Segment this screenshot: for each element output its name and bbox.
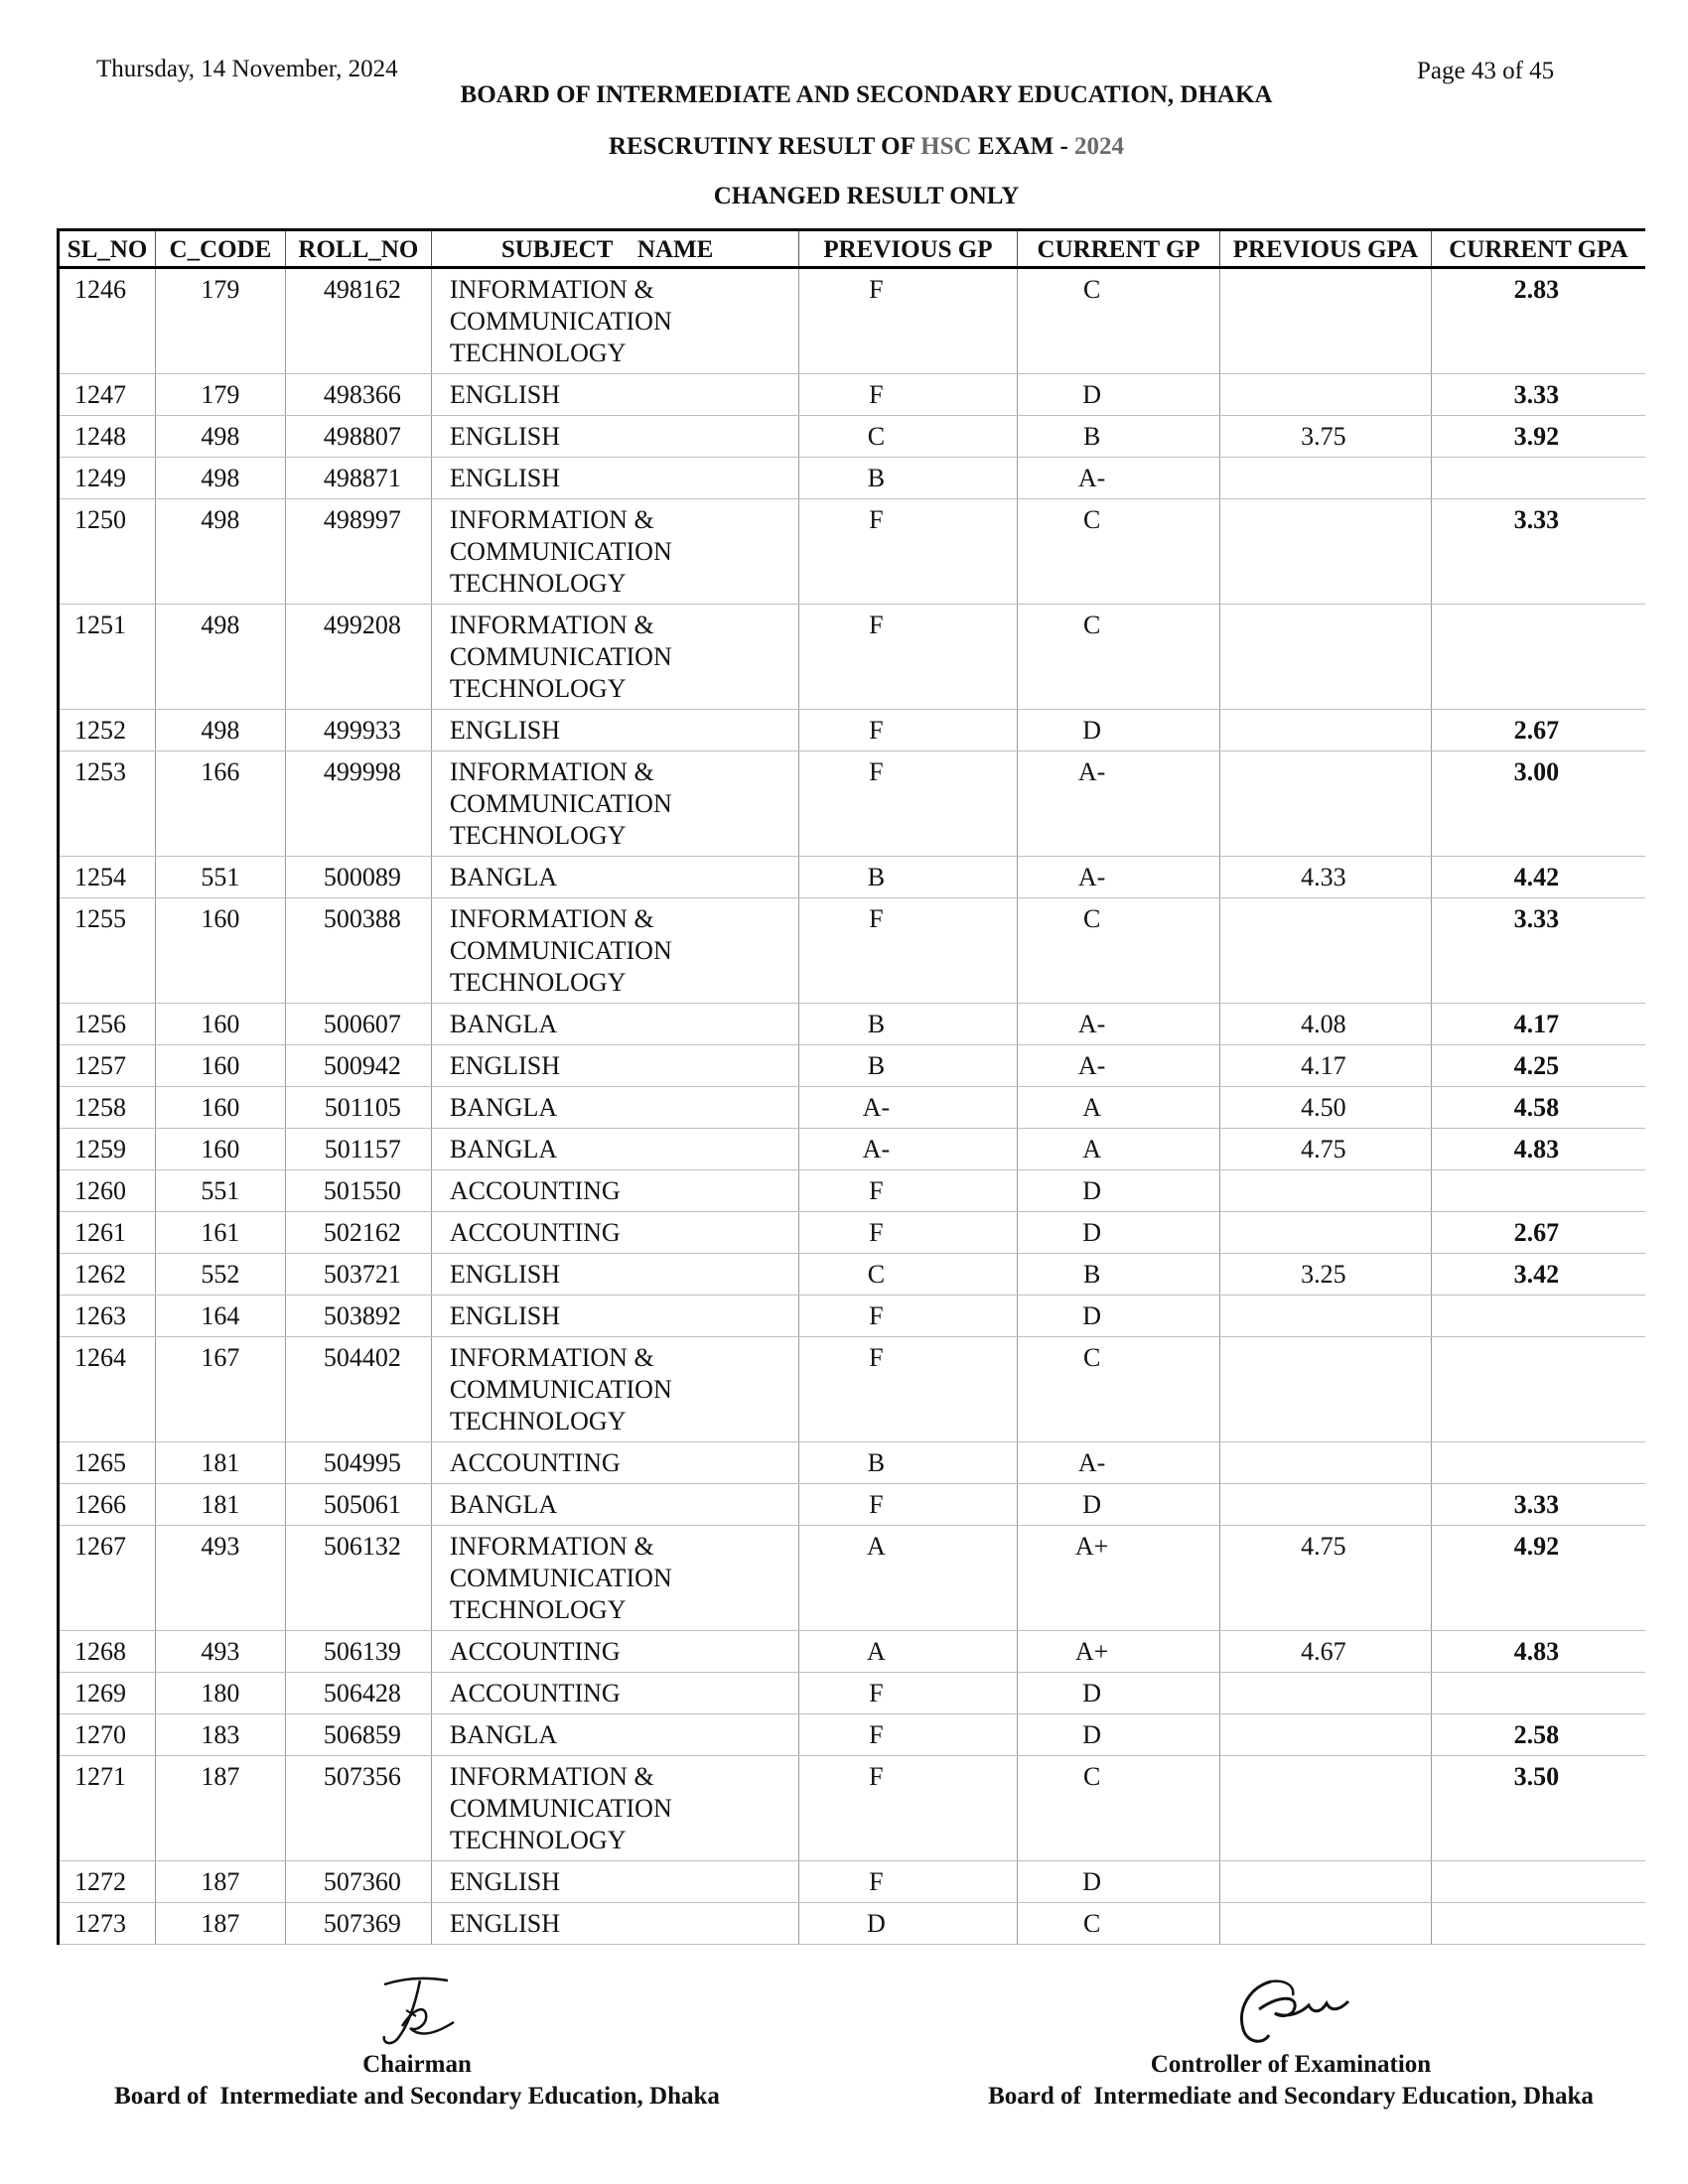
cell-c-code: 183	[155, 1714, 285, 1756]
cell-subject-name: BANGLA	[431, 1004, 798, 1045]
cell-c-code: 160	[155, 898, 285, 1004]
cell-current-gpa: 3.33	[1431, 898, 1645, 1004]
cell-previous-gp: F	[798, 374, 1018, 416]
table-row	[59, 1212, 1646, 1254]
cell-subject-name: ACCOUNTING	[431, 1442, 798, 1484]
cell-current-gp: B	[1018, 416, 1220, 458]
cell-c-code: 160	[155, 1004, 285, 1045]
cell-current-gpa: 2.58	[1431, 1714, 1645, 1756]
cell-current-gpa	[1431, 1673, 1645, 1714]
controller-org: Board of Intermediate and Secondary Education, Dhaka	[988, 2083, 1594, 2110]
table-row	[59, 458, 1646, 499]
cell-roll-no: 500607	[285, 1004, 431, 1045]
cell-sl-no: 1259	[59, 1129, 156, 1170]
cell-previous-gp: D	[798, 1903, 1018, 1945]
cell-roll-no: 501550	[285, 1170, 431, 1212]
cell-c-code: 167	[155, 1337, 285, 1442]
cell-previous-gpa: 4.08	[1220, 1004, 1432, 1045]
cell-roll-no: 501157	[285, 1129, 431, 1170]
cell-previous-gpa: 4.33	[1220, 857, 1432, 898]
cell-roll-no: 507360	[285, 1861, 431, 1903]
cell-previous-gp: A	[798, 1526, 1018, 1631]
cell-previous-gpa: 3.75	[1220, 416, 1432, 458]
cell-previous-gp: F	[798, 710, 1018, 751]
cell-previous-gp: B	[798, 1004, 1018, 1045]
cell-subject-name: ENGLISH	[431, 1296, 798, 1337]
chairman-org: Board of Intermediate and Secondary Education, Dhaka	[114, 2083, 720, 2110]
cell-subject-name: ACCOUNTING	[431, 1212, 798, 1254]
cell-previous-gp: F	[798, 605, 1018, 710]
cell-previous-gpa	[1220, 751, 1432, 857]
col-roll-no: ROLL_NO	[285, 230, 431, 268]
cell-previous-gp: F	[798, 1714, 1018, 1756]
cell-sl-no: 1266	[59, 1484, 156, 1526]
cell-current-gp: A-	[1018, 1004, 1220, 1045]
cell-subject-name: ENGLISH	[431, 1254, 798, 1296]
cell-current-gpa: 4.17	[1431, 1004, 1645, 1045]
cell-subject-name: ENGLISH	[431, 1861, 798, 1903]
cell-current-gp: D	[1018, 1861, 1220, 1903]
table-row	[59, 499, 1646, 605]
cell-c-code: 164	[155, 1296, 285, 1337]
table-row	[59, 898, 1646, 1004]
cell-previous-gp: C	[798, 1254, 1018, 1296]
cell-current-gpa: 3.33	[1431, 374, 1645, 416]
table-row	[59, 1129, 1646, 1170]
cell-previous-gp: F	[798, 1484, 1018, 1526]
table-row	[59, 416, 1646, 458]
cell-c-code: 166	[155, 751, 285, 857]
cell-current-gp: C	[1018, 1903, 1220, 1945]
cell-previous-gp: A-	[798, 1087, 1018, 1129]
cell-previous-gpa	[1220, 458, 1432, 499]
table-header-row	[59, 230, 1646, 268]
cell-previous-gp: B	[798, 1442, 1018, 1484]
cell-c-code: 551	[155, 857, 285, 898]
cell-roll-no: 504995	[285, 1442, 431, 1484]
cell-previous-gpa	[1220, 1442, 1432, 1484]
table-row	[59, 1903, 1646, 1945]
cell-sl-no: 1268	[59, 1631, 156, 1673]
cell-current-gp: C	[1018, 605, 1220, 710]
cell-current-gpa: 3.33	[1431, 499, 1645, 605]
cell-current-gpa: 4.25	[1431, 1045, 1645, 1087]
cell-roll-no: 498997	[285, 499, 431, 605]
table-row	[59, 374, 1646, 416]
cell-roll-no: 499998	[285, 751, 431, 857]
cell-previous-gpa: 4.75	[1220, 1129, 1432, 1170]
cell-current-gp: D	[1018, 1484, 1220, 1526]
cell-sl-no: 1272	[59, 1861, 156, 1903]
cell-previous-gp: F	[798, 1673, 1018, 1714]
cell-previous-gp: F	[798, 1170, 1018, 1212]
subtitle-year: 2024	[1074, 133, 1125, 160]
cell-current-gp: D	[1018, 1296, 1220, 1337]
cell-subject-name: ENGLISH	[431, 458, 798, 499]
cell-sl-no: 1264	[59, 1337, 156, 1442]
table-row	[59, 1442, 1646, 1484]
cell-c-code: 187	[155, 1756, 285, 1861]
cell-previous-gp: F	[798, 1212, 1018, 1254]
cell-previous-gpa	[1220, 1756, 1432, 1861]
cell-current-gp: A-	[1018, 751, 1220, 857]
cell-sl-no: 1247	[59, 374, 156, 416]
cell-previous-gpa	[1220, 1861, 1432, 1903]
cell-current-gpa: 4.83	[1431, 1129, 1645, 1170]
cell-roll-no: 506859	[285, 1714, 431, 1756]
cell-sl-no: 1258	[59, 1087, 156, 1129]
cell-roll-no: 499208	[285, 605, 431, 710]
table-row	[59, 1296, 1646, 1337]
cell-current-gp: A-	[1018, 1442, 1220, 1484]
board-title: BOARD OF INTERMEDIATE AND SECONDARY EDUCATION, DHAKA	[460, 81, 1273, 108]
cell-c-code: 180	[155, 1673, 285, 1714]
cell-current-gp: B	[1018, 1254, 1220, 1296]
cell-c-code: 498	[155, 458, 285, 499]
cell-previous-gpa	[1220, 1673, 1432, 1714]
cell-c-code: 493	[155, 1526, 285, 1631]
cell-current-gp: A-	[1018, 1045, 1220, 1087]
cell-subject-name: ACCOUNTING	[431, 1631, 798, 1673]
cell-previous-gp: F	[798, 1861, 1018, 1903]
cell-roll-no: 501105	[285, 1087, 431, 1129]
cell-subject-name: INFORMATION & COMMUNICATION TECHNOLOGY	[431, 605, 798, 710]
cell-current-gp: D	[1018, 710, 1220, 751]
cell-subject-name: ENGLISH	[431, 1903, 798, 1945]
cell-current-gpa	[1431, 605, 1645, 710]
cell-sl-no: 1250	[59, 499, 156, 605]
cell-previous-gp: C	[798, 416, 1018, 458]
cell-subject-name: BANGLA	[431, 1087, 798, 1129]
cell-roll-no: 500942	[285, 1045, 431, 1087]
cell-c-code: 181	[155, 1442, 285, 1484]
cell-c-code: 493	[155, 1631, 285, 1673]
table-row	[59, 1087, 1646, 1129]
cell-previous-gpa: 3.25	[1220, 1254, 1432, 1296]
cell-c-code: 161	[155, 1212, 285, 1254]
table-row	[59, 1631, 1646, 1673]
cell-subject-name: ENGLISH	[431, 1045, 798, 1087]
cell-current-gp: A+	[1018, 1631, 1220, 1673]
cell-current-gpa: 2.67	[1431, 1212, 1645, 1254]
cell-previous-gpa	[1220, 1337, 1432, 1442]
table-row	[59, 1714, 1646, 1756]
cell-previous-gp: A	[798, 1631, 1018, 1673]
col-current-gp: CURRENT GP	[1018, 230, 1220, 268]
cell-roll-no: 507356	[285, 1756, 431, 1861]
cell-sl-no: 1246	[59, 268, 156, 374]
table-row	[59, 1254, 1646, 1296]
cell-current-gpa	[1431, 1170, 1645, 1212]
cell-sl-no: 1273	[59, 1903, 156, 1945]
cell-c-code: 187	[155, 1861, 285, 1903]
cell-c-code: 498	[155, 499, 285, 605]
cell-current-gp: C	[1018, 268, 1220, 374]
page-number: Page 43 of 45	[1417, 58, 1555, 84]
cell-current-gp: A-	[1018, 857, 1220, 898]
cell-current-gp: D	[1018, 1212, 1220, 1254]
cell-sl-no: 1249	[59, 458, 156, 499]
cell-c-code: 187	[155, 1903, 285, 1945]
cell-subject-name: INFORMATION & COMMUNICATION TECHNOLOGY	[431, 268, 798, 374]
cell-previous-gp: B	[798, 458, 1018, 499]
cell-sl-no: 1255	[59, 898, 156, 1004]
cell-roll-no: 498807	[285, 416, 431, 458]
table-row	[59, 1337, 1646, 1442]
cell-sl-no: 1254	[59, 857, 156, 898]
cell-previous-gpa	[1220, 1296, 1432, 1337]
cell-c-code: 552	[155, 1254, 285, 1296]
cell-sl-no: 1262	[59, 1254, 156, 1296]
cell-c-code: 179	[155, 374, 285, 416]
cell-current-gpa	[1431, 1861, 1645, 1903]
cell-current-gpa	[1431, 1903, 1645, 1945]
cell-current-gp: D	[1018, 1673, 1220, 1714]
cell-current-gp: D	[1018, 1714, 1220, 1756]
col-previous-gp: PREVIOUS GP	[798, 230, 1018, 268]
cell-current-gp: D	[1018, 374, 1220, 416]
cell-previous-gpa	[1220, 710, 1432, 751]
cell-roll-no: 506428	[285, 1673, 431, 1714]
cell-sl-no: 1257	[59, 1045, 156, 1087]
cell-previous-gp: F	[798, 898, 1018, 1004]
cell-current-gp: C	[1018, 1337, 1220, 1442]
cell-current-gpa: 3.00	[1431, 751, 1645, 857]
cell-previous-gpa	[1220, 1484, 1432, 1526]
cell-roll-no: 498162	[285, 268, 431, 374]
cell-previous-gp: B	[798, 857, 1018, 898]
cell-current-gpa: 4.42	[1431, 857, 1645, 898]
cell-current-gpa: 3.50	[1431, 1756, 1645, 1861]
cell-c-code: 179	[155, 268, 285, 374]
cell-roll-no: 506132	[285, 1526, 431, 1631]
cell-roll-no: 506139	[285, 1631, 431, 1673]
table-row	[59, 857, 1646, 898]
cell-subject-name: ACCOUNTING	[431, 1170, 798, 1212]
cell-subject-name: BANGLA	[431, 1714, 798, 1756]
cell-current-gpa: 4.83	[1431, 1631, 1645, 1673]
cell-sl-no: 1252	[59, 710, 156, 751]
cell-previous-gpa	[1220, 1903, 1432, 1945]
cell-previous-gp: F	[798, 1296, 1018, 1337]
cell-subject-name: INFORMATION & COMMUNICATION TECHNOLOGY	[431, 751, 798, 857]
subtitle-exam: HSC	[920, 133, 972, 160]
table-row	[59, 751, 1646, 857]
cell-subject-name: ENGLISH	[431, 710, 798, 751]
table-row	[59, 1861, 1646, 1903]
cell-c-code: 551	[155, 1170, 285, 1212]
cell-subject-name: INFORMATION & COMMUNICATION TECHNOLOGY	[431, 898, 798, 1004]
cell-sl-no: 1261	[59, 1212, 156, 1254]
cell-sl-no: 1260	[59, 1170, 156, 1212]
cell-current-gpa: 3.42	[1431, 1254, 1645, 1296]
cell-sl-no: 1256	[59, 1004, 156, 1045]
cell-c-code: 160	[155, 1129, 285, 1170]
col-sl-no: SL_NO	[59, 230, 156, 268]
cell-sl-no: 1267	[59, 1526, 156, 1631]
cell-c-code: 498	[155, 416, 285, 458]
cell-subject-name: INFORMATION & COMMUNICATION TECHNOLOGY	[431, 499, 798, 605]
cell-sl-no: 1271	[59, 1756, 156, 1861]
cell-roll-no: 503721	[285, 1254, 431, 1296]
cell-previous-gpa	[1220, 499, 1432, 605]
cell-previous-gpa	[1220, 374, 1432, 416]
table-row	[59, 1170, 1646, 1212]
cell-subject-name: INFORMATION & COMMUNICATION TECHNOLOGY	[431, 1756, 798, 1861]
cell-current-gpa: 3.92	[1431, 416, 1645, 458]
table-row	[59, 1484, 1646, 1526]
result-subtitle	[0, 133, 1688, 161]
cell-subject-name: INFORMATION & COMMUNICATION TECHNOLOGY	[431, 1526, 798, 1631]
cell-current-gpa: 2.67	[1431, 710, 1645, 751]
cell-previous-gp: F	[798, 1337, 1018, 1442]
cell-previous-gpa: 4.75	[1220, 1526, 1432, 1631]
cell-roll-no: 503892	[285, 1296, 431, 1337]
cell-sl-no: 1269	[59, 1673, 156, 1714]
col-subject-name: SUBJECT NAME	[431, 230, 798, 268]
cell-previous-gp: F	[798, 751, 1018, 857]
table-row	[59, 1004, 1646, 1045]
cell-previous-gpa: 4.67	[1220, 1631, 1432, 1673]
cell-current-gp: C	[1018, 898, 1220, 1004]
cell-previous-gp: A-	[798, 1129, 1018, 1170]
cell-current-gpa: 4.58	[1431, 1087, 1645, 1129]
cell-current-gpa	[1431, 1442, 1645, 1484]
col-previous-gpa: PREVIOUS GPA	[1220, 230, 1432, 268]
cell-c-code: 160	[155, 1045, 285, 1087]
subtitle-middle: EXAM -	[971, 133, 1075, 160]
chairman-title: Chairman	[362, 2051, 472, 2078]
results-table	[57, 228, 1645, 1945]
cell-current-gpa	[1431, 458, 1645, 499]
cell-c-code: 498	[155, 710, 285, 751]
cell-previous-gp: B	[798, 1045, 1018, 1087]
cell-previous-gpa	[1220, 605, 1432, 710]
table-row	[59, 1756, 1646, 1861]
controller-signature-icon	[1229, 1974, 1378, 2051]
cell-subject-name: BANGLA	[431, 1129, 798, 1170]
col-current-gpa: CURRENT GPA	[1431, 230, 1645, 268]
cell-sl-no: 1253	[59, 751, 156, 857]
cell-current-gp: D	[1018, 1170, 1220, 1212]
cell-current-gp: A+	[1018, 1526, 1220, 1631]
cell-roll-no: 507369	[285, 1903, 431, 1945]
cell-c-code: 181	[155, 1484, 285, 1526]
table-row	[59, 1526, 1646, 1631]
cell-current-gp: A	[1018, 1129, 1220, 1170]
cell-previous-gpa	[1220, 268, 1432, 374]
cell-previous-gpa	[1220, 1212, 1432, 1254]
cell-previous-gpa	[1220, 1170, 1432, 1212]
cell-roll-no: 505061	[285, 1484, 431, 1526]
cell-previous-gpa	[1220, 898, 1432, 1004]
cell-subject-name: BANGLA	[431, 1484, 798, 1526]
cell-roll-no: 504402	[285, 1337, 431, 1442]
cell-current-gp: C	[1018, 1756, 1220, 1861]
cell-roll-no: 500388	[285, 898, 431, 1004]
cell-sl-no: 1263	[59, 1296, 156, 1337]
cell-previous-gp: F	[798, 1756, 1018, 1861]
chairman-signature-icon	[362, 1971, 472, 2050]
cell-sl-no: 1265	[59, 1442, 156, 1484]
cell-c-code: 160	[155, 1087, 285, 1129]
cell-current-gpa: 3.33	[1431, 1484, 1645, 1526]
cell-current-gp: C	[1018, 499, 1220, 605]
controller-title: Controller of Examination	[1150, 2051, 1432, 2078]
cell-previous-gpa: 4.17	[1220, 1045, 1432, 1087]
cell-current-gpa	[1431, 1296, 1645, 1337]
cell-roll-no: 500089	[285, 857, 431, 898]
table-row	[59, 1045, 1646, 1087]
cell-roll-no: 502162	[285, 1212, 431, 1254]
cell-roll-no: 499933	[285, 710, 431, 751]
table-row	[59, 1673, 1646, 1714]
cell-sl-no: 1248	[59, 416, 156, 458]
subtitle-prefix: RESCRUTINY RESULT OF	[608, 133, 921, 160]
cell-sl-no: 1270	[59, 1714, 156, 1756]
table-row	[59, 268, 1646, 374]
cell-current-gpa: 2.83	[1431, 268, 1645, 374]
cell-current-gpa: 4.92	[1431, 1526, 1645, 1631]
print-date: Thursday, 14 November, 2024	[96, 56, 398, 82]
cell-previous-gpa	[1220, 1714, 1432, 1756]
cell-subject-name: BANGLA	[431, 857, 798, 898]
cell-current-gpa	[1431, 1337, 1645, 1442]
cell-current-gp: A-	[1018, 458, 1220, 499]
cell-previous-gp: F	[798, 499, 1018, 605]
col-c-code: C_CODE	[155, 230, 285, 268]
cell-previous-gp: F	[798, 268, 1018, 374]
cell-previous-gpa: 4.50	[1220, 1087, 1432, 1129]
cell-roll-no: 498871	[285, 458, 431, 499]
cell-sl-no: 1251	[59, 605, 156, 710]
table-row	[59, 605, 1646, 710]
cell-current-gp: A	[1018, 1087, 1220, 1129]
section-title: CHANGED RESULT ONLY	[713, 183, 1020, 209]
cell-subject-name: INFORMATION & COMMUNICATION TECHNOLOGY	[431, 1337, 798, 1442]
cell-c-code: 498	[155, 605, 285, 710]
cell-subject-name: ENGLISH	[431, 416, 798, 458]
cell-subject-name: ENGLISH	[431, 374, 798, 416]
cell-subject-name: ACCOUNTING	[431, 1673, 798, 1714]
cell-roll-no: 498366	[285, 374, 431, 416]
table-row	[59, 710, 1646, 751]
